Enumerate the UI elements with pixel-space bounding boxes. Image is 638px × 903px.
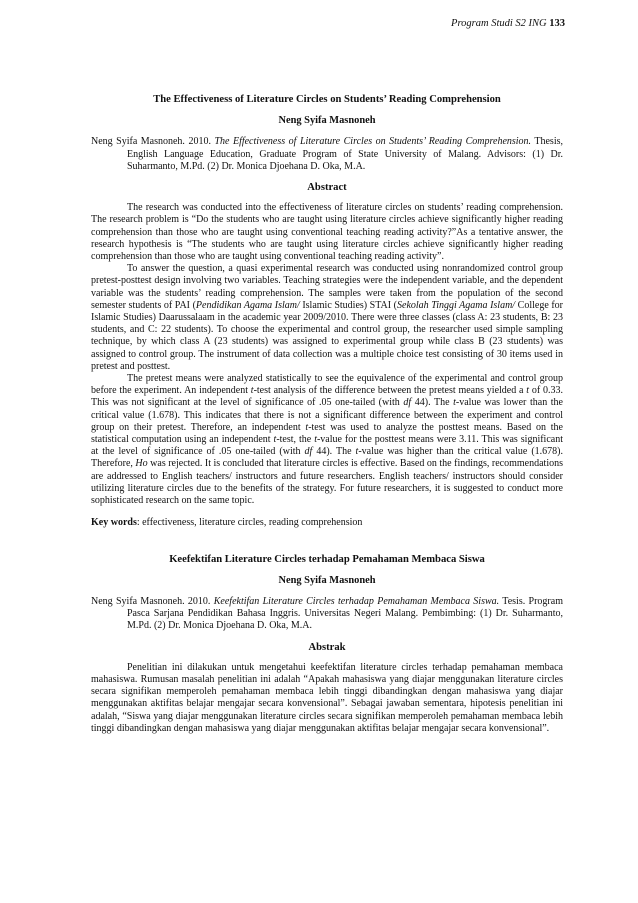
english-abstract-paragraph-3 [91, 373, 563, 507]
p3-italic-df2: df [304, 446, 313, 458]
p3-italic-t6: t [314, 434, 317, 446]
p3-text-k: was rejected. It is concluded that literature circles is effective. Based on the findings, recommendations are addressed to English teachers/ instructors and future researchers. English teachers/ instructors should consider utilizing literature circles due to the benefits of the strategy. For future researchers, it is suggested to conduct more sophisticated research on the same topic. [91, 458, 563, 507]
p3-italic-df1: df [403, 397, 412, 409]
indonesian-reference [91, 596, 563, 633]
p2-text-a: To answer the question, a quasi experimental research was conducted using nonrandomized control group pretest-posttest design involving two variables. Teaching strategies were the independent variable, and the dependent variable was the students’ reading comprehension. The samples were taken from the population of the second semester students of PAI ( [91, 263, 563, 311]
english-abstract-paragraph-2 [91, 263, 563, 373]
ref-id-prefix: Neng Syifa Masnoneh. 2010. [91, 595, 214, 607]
p3-text-f: -test was used to analyze the posttest means. Based on the statistical computation using an independent [91, 421, 563, 446]
indonesian-title: Keefektifan Literature Circles terhadap Pemahaman Membaca Siswa [169, 553, 485, 565]
indonesian-author: Neng Syifa Masnoneh [278, 574, 376, 586]
p3-text-h: -value for the posttest means were 3.11. This was significant at the level of significance of .05 one-tailed (with [91, 434, 563, 458]
p3-text-c: of 0.33. This was not significant at the level of significance of .05 one-tailed (with [91, 385, 563, 409]
indonesian-abstract-heading: Abstrak [308, 641, 346, 653]
p3-text-j: -value was higher than the critical value (1.678). Therefore, [91, 446, 563, 470]
p3-text-i: 44). The [312, 446, 356, 458]
ref-prefix: Neng Syifa Masnoneh. 2010. [91, 136, 215, 148]
p3-text-e: -value was lower than the critical value (1.678). This indicates that there is not a significant difference between the experiment and control group on their pretest. Therefore, an independent [91, 397, 563, 433]
p2-italic-a: Pendidikan Agama Islam/ [195, 299, 300, 311]
p2-text-b: Islamic Studies) STAI ( [299, 299, 397, 311]
p3-italic-t2: t [526, 385, 530, 397]
p2-italic-b: Sekolah Tinggi Agama Islam/ [397, 299, 516, 311]
p3-italic-t5: t [273, 434, 277, 446]
p3-text-g: -test, the [276, 434, 315, 446]
p3-text-d: 44). The [411, 397, 454, 409]
program-name: Program Studi S2 ING [451, 18, 547, 29]
p3-italic-t7: t [355, 446, 359, 458]
page-number: 133 [549, 18, 565, 29]
english-reference [91, 136, 563, 173]
english-abstract-heading: Abstract [307, 182, 347, 194]
ref-rest: Thesis, English Language Education, Graduate Program of State University of Malang. Advisors: (1) Dr. Suharmanto, M.Pd. (2) Dr. Monica Djoehana D. Oka, M.A. [127, 136, 563, 172]
ref-id-rest: Tesis. Program Pasca Sarjana Pendidikan Bahasa Inggris. Universitas Negeri Malang. Pembimbing: (1) Dr. Suharmanto, M.Pd. (2) Dr. Monica Djoehana D. Oka, M.A. [127, 595, 563, 632]
keywords-label: Key words [91, 517, 137, 529]
english-author: Neng Syifa Masnoneh [278, 115, 376, 127]
p3-italic-t4: t [305, 421, 309, 433]
section-spacer [91, 530, 563, 554]
english-keywords [91, 517, 563, 529]
keywords-list: : effectiveness, literature circles, reading comprehension [136, 517, 363, 529]
ref-title: The Effectiveness of Literature Circles on Students’ Reading Comprehension. [214, 136, 532, 148]
english-title: The Effectiveness of Literature Circles on Students’ Reading Comprehension [153, 94, 501, 105]
p3-italic-t3: t [453, 397, 456, 409]
ref-id-title: Keefektifan Literature Circles terhadap Pemahaman Membaca Siswa. [213, 595, 500, 607]
p3-text-b: -test analysis of the difference between the pretest means yielded a [253, 385, 527, 397]
indonesian-abstract-paragraph-1: Penelitian ini dilakukan untuk mengetahui keefektifan literature circles terhadap pemahaman membaca mahasiswa. Rumusan masalah penelitian ini adalah “Apakah mahasiswa yang diajar menggunakan literature circles secara signifikan memperoleh pemahaman membaca lebih tinggi dibandingkan dengan mahasiswa yang diajar menggunakan aktifitas belajar mengajar secara konvensional”. Sebagai jawaban sementara, hipotesis penelitian ini adalah, “Siswa yang diajar menggunakan literature circles secara signifikan memperoleh pemahaman membaca lebih tinggi dibandingkan dengan mahasiswa yang diajar menggunakan aktifitas belajar mengajar secara konvensional”. [91, 661, 563, 734]
page-content [91, 94, 563, 735]
p2-text-c: College for Islamic Studies) Daarussalaam in the academic year 2009/2010. There were three classes (class A: 23 students, B: 23 students, and C: 22 students). To choose the experimental and control group, the researcher used simple sampling technique, by which class A (23 students) was assigned to experimental group while class B (23 students) was assigned to control group. The instrument of data collection was a multiple choice test consisting of 30 items used in pretest and posttest. [91, 299, 563, 372]
running-header [451, 18, 565, 29]
english-abstract-paragraph-1: The research was conducted into the effectiveness of literature circles on students’ reading comprehension. The research problem is “Do the students who are taught using literature circles achieve significantly higher reading comprehension than those who are taught using conventional teaching reading activity?”As a tentative answer, the research hypothesis is “The students who are taught using literature circles achieve significantly higher reading comprehension than those who are taught using conventional teaching reading activity”. [91, 202, 563, 263]
p3-text-a: The pretest means were analyzed statistically to see the equivalence of the experimental and control group before the experiment. An independent [91, 373, 563, 397]
p3-italic-ho: Ho [135, 458, 148, 470]
p3-italic-t1: t [250, 385, 254, 397]
